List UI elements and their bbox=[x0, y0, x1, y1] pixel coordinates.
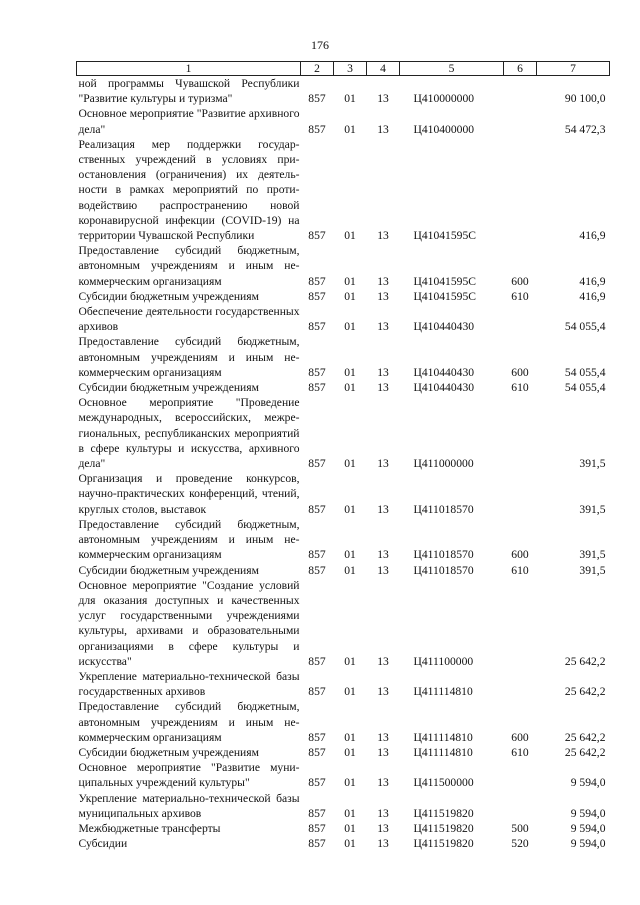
table-row bbox=[77, 836, 610, 851]
row-subsection: 13 bbox=[377, 365, 389, 379]
row-target-code: Ц411018570 bbox=[413, 563, 474, 577]
row-admin-code: 857 bbox=[308, 274, 326, 288]
row-expense-type bbox=[504, 471, 537, 517]
row-subsection: 13 bbox=[377, 122, 389, 136]
row-target-code: Ц410440430 bbox=[413, 365, 475, 379]
row-target-code: Ц411114810 bbox=[413, 745, 473, 759]
row-amount: 391,5 bbox=[579, 457, 606, 471]
table-row bbox=[77, 517, 610, 563]
row-name: Предоставление субсидий бюджетным, автономным учреждениям и иным некоммерческим организациям bbox=[78, 244, 300, 288]
row-section: 01 bbox=[344, 821, 356, 835]
row-subsection: 13 bbox=[377, 320, 389, 334]
table-row bbox=[77, 304, 610, 334]
row-target-code: Ц41041595С bbox=[413, 289, 476, 303]
header-col-5: 5 bbox=[400, 62, 504, 76]
row-amount: 25 642,2 bbox=[564, 745, 606, 759]
row-name: Основное мероприятие "Развитие муниципальных учреждений культуры" bbox=[78, 761, 300, 790]
row-target-code: Ц411018570 bbox=[413, 548, 474, 562]
table-row bbox=[77, 243, 610, 289]
row-target-code: Ц410440430 bbox=[413, 320, 475, 334]
row-amount: 391,5 bbox=[579, 548, 606, 562]
row-name: Субсидии бюджетным учреждениям bbox=[78, 563, 259, 577]
row-section: 01 bbox=[344, 730, 356, 744]
table-row bbox=[77, 760, 610, 790]
row-subsection: 13 bbox=[377, 821, 389, 835]
row-subsection: 13 bbox=[377, 502, 389, 516]
row-target-code: Ц411519820 bbox=[413, 837, 474, 851]
row-expense-type: 600 bbox=[511, 365, 529, 379]
row-admin-code: 857 bbox=[308, 122, 326, 136]
row-target-code: Ц411519820 bbox=[413, 821, 474, 835]
row-admin-code: 857 bbox=[308, 821, 326, 835]
table-header bbox=[77, 62, 610, 76]
row-amount: 90 100,0 bbox=[564, 92, 606, 106]
row-name: Субсидии бюджетным учреждениям bbox=[78, 381, 259, 395]
table-row bbox=[77, 395, 610, 471]
row-expense-type: 610 bbox=[511, 289, 529, 303]
row-expense-type bbox=[504, 304, 537, 334]
row-subsection: 13 bbox=[377, 274, 389, 288]
header-col-4: 4 bbox=[367, 62, 400, 76]
row-section: 01 bbox=[344, 745, 356, 759]
row-section: 01 bbox=[344, 92, 356, 106]
table-row bbox=[77, 106, 610, 136]
row-section: 01 bbox=[344, 122, 356, 136]
row-admin-code: 857 bbox=[308, 92, 326, 106]
row-subsection: 13 bbox=[377, 548, 389, 562]
row-expense-type bbox=[504, 106, 537, 136]
page-number: 176 bbox=[311, 38, 329, 52]
row-expense-type: 520 bbox=[511, 837, 529, 851]
row-section: 01 bbox=[344, 806, 356, 820]
table-row bbox=[77, 745, 610, 760]
row-subsection: 13 bbox=[377, 563, 389, 577]
row-section: 01 bbox=[344, 274, 356, 288]
row-subsection: 13 bbox=[377, 730, 389, 744]
row-admin-code: 857 bbox=[308, 548, 326, 562]
table-row bbox=[77, 380, 610, 395]
row-target-code: Ц411100000 bbox=[413, 654, 474, 668]
row-subsection: 13 bbox=[377, 381, 389, 395]
row-amount: 416,9 bbox=[579, 274, 606, 288]
row-subsection: 13 bbox=[377, 92, 389, 106]
row-admin-code: 857 bbox=[308, 837, 326, 851]
row-section: 01 bbox=[344, 289, 356, 303]
row-amount: 9 594,0 bbox=[570, 806, 606, 820]
row-name: ной программы Чувашской Республики "Развитие культуры и туризма" bbox=[78, 77, 300, 106]
row-admin-code: 857 bbox=[308, 654, 326, 668]
row-admin-code: 857 bbox=[308, 776, 326, 790]
row-name: Укрепление материально-технической базы муниципальных архивов bbox=[78, 791, 300, 820]
row-subsection: 13 bbox=[377, 685, 389, 699]
row-expense-type bbox=[504, 669, 537, 699]
row-expense-type bbox=[504, 137, 537, 243]
row-subsection: 13 bbox=[377, 837, 389, 851]
row-amount: 391,5 bbox=[579, 502, 606, 516]
row-section: 01 bbox=[344, 548, 356, 562]
row-admin-code: 857 bbox=[308, 381, 326, 395]
row-amount: 54 055,4 bbox=[564, 365, 606, 379]
row-admin-code: 857 bbox=[308, 229, 326, 243]
table-row bbox=[77, 791, 610, 821]
header-col-7: 7 bbox=[537, 62, 610, 76]
row-target-code: Ц410000000 bbox=[413, 92, 475, 106]
row-name: Предоставление субсидий бюджетным, автономным учреждениям и иным некоммерческим организациям bbox=[78, 335, 300, 379]
header-col-1: 1 bbox=[77, 62, 301, 76]
row-name: Основное мероприятие "Создание условий для оказания доступных и качественных услуг государственными учреждениями культуры, архивами и образовательными организациями в сфере культуры и искусства" bbox=[78, 578, 300, 668]
table-row bbox=[77, 76, 610, 107]
row-admin-code: 857 bbox=[308, 365, 326, 379]
row-expense-type: 610 bbox=[511, 381, 529, 395]
table-row bbox=[77, 471, 610, 517]
row-subsection: 13 bbox=[377, 654, 389, 668]
table-row bbox=[77, 699, 610, 745]
row-target-code: Ц410400000 bbox=[413, 122, 475, 136]
row-subsection: 13 bbox=[377, 289, 389, 303]
row-target-code: Ц410440430 bbox=[413, 381, 475, 395]
row-target-code: Ц411018570 bbox=[413, 502, 474, 516]
row-name: Субсидии bbox=[78, 837, 128, 851]
table-row bbox=[77, 669, 610, 699]
row-amount: 25 642,2 bbox=[564, 730, 606, 744]
row-admin-code: 857 bbox=[308, 730, 326, 744]
row-name: Межбюджетные трансферты bbox=[78, 821, 221, 835]
row-amount: 54 055,4 bbox=[564, 381, 606, 395]
row-amount: 9 594,0 bbox=[570, 821, 606, 835]
row-target-code: Ц41041595С bbox=[413, 274, 476, 288]
row-amount: 25 642,2 bbox=[564, 654, 606, 668]
row-name: Субсидии бюджетным учреждениям bbox=[78, 289, 259, 303]
row-amount: 54 055,4 bbox=[564, 320, 606, 334]
row-section: 01 bbox=[344, 837, 356, 851]
row-section: 01 bbox=[344, 776, 356, 790]
row-expense-type: 610 bbox=[511, 563, 529, 577]
row-admin-code: 857 bbox=[308, 685, 326, 699]
row-expense-type bbox=[504, 578, 537, 669]
row-name: Предоставление субсидий бюджетным, автономным учреждениям и иным некоммерческим организациям bbox=[78, 517, 300, 562]
table-row bbox=[77, 821, 610, 836]
table-row bbox=[77, 334, 610, 380]
row-name: Основное мероприятие "Развитие архивного дела" bbox=[78, 107, 300, 136]
row-amount: 9 594,0 bbox=[570, 776, 606, 790]
row-expense-type: 610 bbox=[511, 745, 529, 759]
row-subsection: 13 bbox=[377, 776, 389, 790]
row-subsection: 13 bbox=[377, 229, 389, 243]
row-expense-type bbox=[504, 760, 537, 790]
row-target-code: Ц411114810 bbox=[413, 730, 473, 744]
row-admin-code: 857 bbox=[308, 563, 326, 577]
row-section: 01 bbox=[344, 320, 356, 334]
row-subsection: 13 bbox=[377, 806, 389, 820]
row-target-code: Ц411000000 bbox=[413, 457, 474, 471]
row-name: Обеспечение деятельности государственных архивов bbox=[78, 305, 300, 334]
row-name: Основное мероприятие "Проведение международных, всероссийских, межрегиональных, республиканских мероприятий в сфере культуры и искусства, архивного дела" bbox=[78, 396, 300, 471]
row-name: Субсидии бюджетным учреждениям bbox=[78, 745, 259, 759]
row-subsection: 13 bbox=[377, 457, 389, 471]
row-admin-code: 857 bbox=[308, 502, 326, 516]
row-expense-type: 600 bbox=[511, 274, 529, 288]
row-admin-code: 857 bbox=[308, 806, 326, 820]
row-name: Предоставление субсидий бюджетным, автономным учреждениям и иным некоммерческим организациям bbox=[78, 700, 300, 744]
row-section: 01 bbox=[344, 365, 356, 379]
row-expense-type bbox=[504, 395, 537, 471]
row-amount: 391,5 bbox=[579, 563, 606, 577]
row-target-code: Ц411500000 bbox=[413, 776, 474, 790]
row-name: Реализация мер поддержки государственных учреждений в условиях приостановления (ограничения) их деятельности в рамках мероприятий по противодействию распространению новой коронавирусной инфекции (COVID-19) на территории Чувашской Республики bbox=[78, 137, 300, 243]
header-col-2: 2 bbox=[301, 62, 334, 76]
row-amount: 9 594,0 bbox=[570, 837, 606, 851]
row-amount: 54 472,3 bbox=[564, 122, 606, 136]
row-expense-type: 600 bbox=[511, 548, 529, 562]
row-admin-code: 857 bbox=[308, 745, 326, 759]
row-amount: 25 642,2 bbox=[564, 685, 606, 699]
row-expense-type: 600 bbox=[511, 730, 529, 744]
row-target-code: Ц411519820 bbox=[413, 806, 474, 820]
row-name: Организация и проведение конкурсов, научно-практических конференций, чтений, круглых столов, выставок bbox=[78, 472, 300, 516]
row-target-code: Ц41041595С bbox=[413, 229, 476, 243]
row-section: 01 bbox=[344, 229, 356, 243]
row-admin-code: 857 bbox=[308, 320, 326, 334]
header-col-6: 6 bbox=[504, 62, 537, 76]
table-row bbox=[77, 578, 610, 669]
row-expense-type bbox=[504, 76, 537, 107]
row-admin-code: 857 bbox=[308, 457, 326, 471]
row-amount: 416,9 bbox=[579, 289, 606, 303]
row-name: Укрепление материально-технической базы государственных архивов bbox=[78, 669, 300, 699]
row-target-code: Ц411114810 bbox=[413, 685, 473, 699]
row-admin-code: 857 bbox=[308, 289, 326, 303]
table-row bbox=[77, 137, 610, 243]
table-row bbox=[77, 289, 610, 304]
table-body bbox=[77, 76, 610, 852]
row-expense-type: 500 bbox=[511, 821, 529, 835]
row-section: 01 bbox=[344, 685, 356, 699]
header-col-3: 3 bbox=[334, 62, 367, 76]
row-section: 01 bbox=[344, 457, 356, 471]
row-subsection: 13 bbox=[377, 745, 389, 759]
budget-table bbox=[76, 61, 610, 851]
row-section: 01 bbox=[344, 563, 356, 577]
row-section: 01 bbox=[344, 654, 356, 668]
row-section: 01 bbox=[344, 502, 356, 516]
row-expense-type bbox=[504, 791, 537, 821]
row-amount: 416,9 bbox=[579, 229, 606, 243]
row-section: 01 bbox=[344, 381, 356, 395]
table-row bbox=[77, 563, 610, 578]
